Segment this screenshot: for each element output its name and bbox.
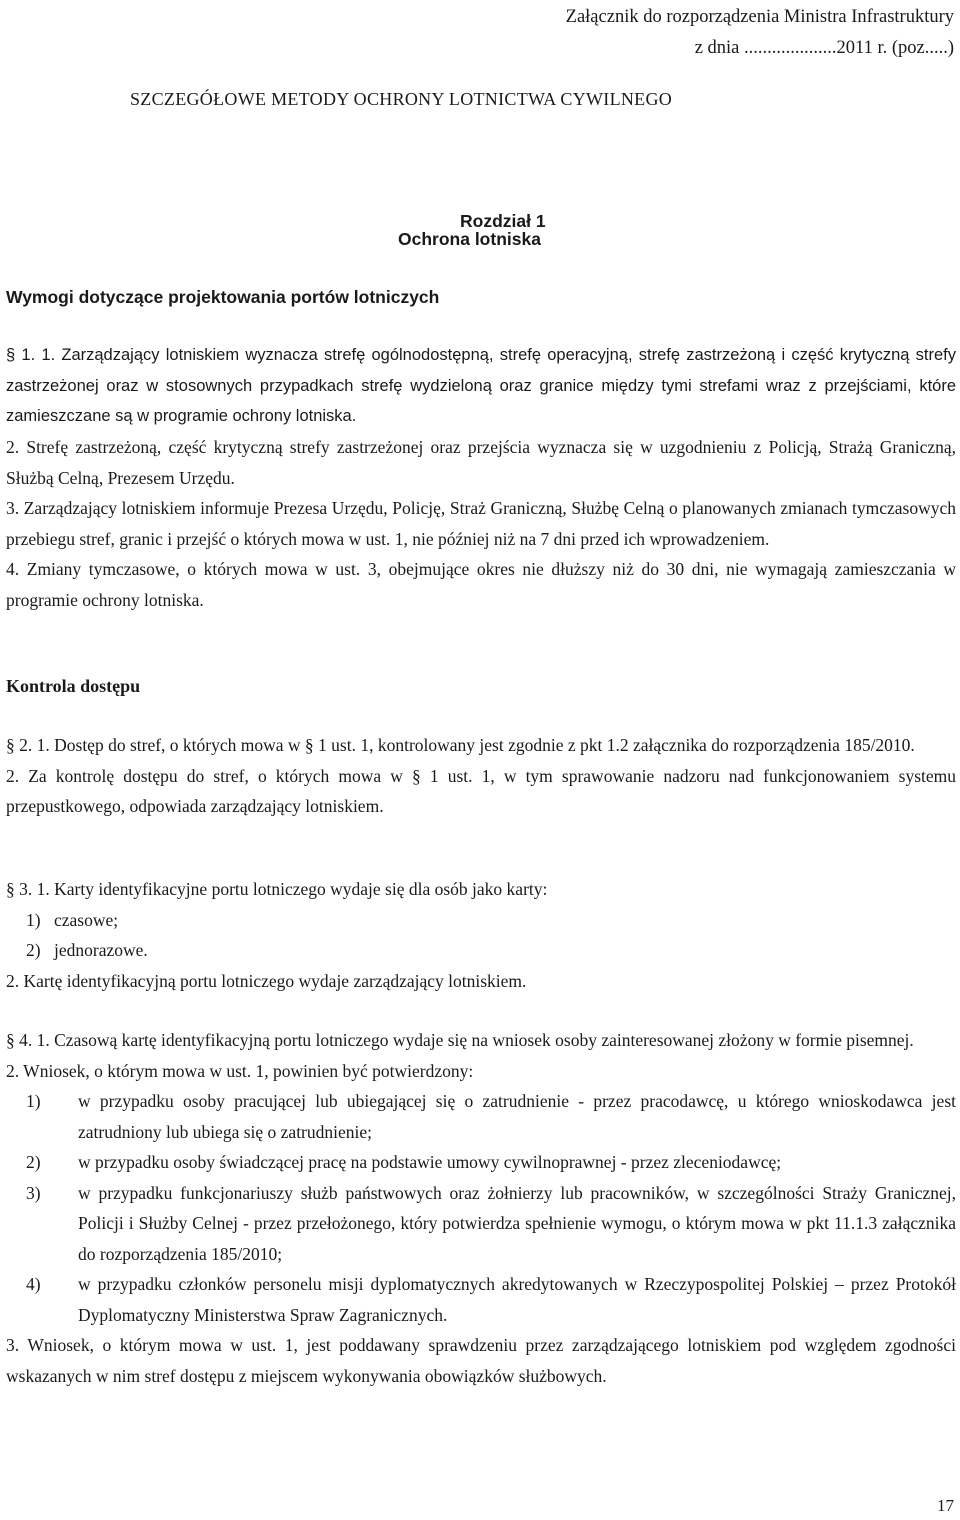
paragraph-2-1: § 2. 1. Dostęp do stref, o których mowa w § 1 ust. 1, kontrolowany jest zgodnie z pkt 1.2 załącznika do rozporządzenia 185/2010. (6, 735, 915, 755)
list-item (6, 1269, 956, 1330)
list-item (6, 1147, 956, 1178)
card-types-list (6, 905, 956, 966)
section-3 (6, 874, 956, 996)
list-item-number: 1) (26, 909, 41, 930)
list-item-text: czasowe; (54, 909, 119, 930)
section-heading-design: Wymogi dotyczące projektowania portów lotniczych (6, 287, 440, 307)
list-item-number: 4) (26, 1274, 41, 1294)
section-4 (6, 1025, 956, 1391)
paragraph-1-4: 4. Zmiany tymczasowe, o których mowa w ust. 3, obejmujące okres nie dłuższy niż do 30 dni, nie wymagają zamieszczania w programie ochrony lotniska. (6, 559, 956, 610)
paragraph-1-1 (6, 340, 956, 432)
list-item-text: w przypadku osoby świadczącej pracę na podstawie umowy cywilnoprawnej - przez zleceniodawcę; (78, 1152, 782, 1172)
paragraph-1-3: 3. Zarządzający lotniskiem informuje Prezesa Urzędu, Policję, Straż Graniczną, Służbę Celną o planowanych zmianach tymczasowych przebiegu stref, granic i przejść o których mowa w ust. 1, nie później niż na 7 dni przed ich wprowadzeniem. (6, 498, 956, 549)
annex-line-2: z dnia ....................2011 r. (poz.....) (694, 38, 954, 58)
list-item-number: 3) (26, 1182, 41, 1203)
list-item (6, 1178, 956, 1270)
section-1-points (6, 432, 956, 615)
list-item-text: w przypadku członków personelu misji dyplomatycznych akredytowanych w Rzeczypospolitej Polskiej – przez Protokół Dyplomatyczny Ministerstwa Spraw Zagranicznych. (78, 1274, 956, 1325)
paragraph-4-2: 2. Wniosek, o którym mowa w ust. 1, powinien być potwierdzony: (6, 1060, 474, 1081)
paragraph-3-1: § 3. 1. Karty identyfikacyjne portu lotniczego wydaje się dla osób jako karty: (6, 879, 548, 899)
chapter-number: Rozdział 1 (460, 211, 546, 231)
paragraph-4-3: 3. Wniosek, o którym mowa w ust. 1, jest poddawany sprawdzeniu przez zarządzającego lotniskiem pod względem zgodności wskazanych w nim stref dostępu z miejscem wykonywania obowiązków służbowych. (6, 1335, 956, 1386)
section-heading-access-control: Kontrola dostępu (6, 676, 141, 696)
chapter-name: Ochrona lotniska (398, 229, 541, 249)
annex-line-1: Załącznik do rozporządzenia Ministra Infrastruktury (565, 7, 954, 27)
list-item (6, 905, 956, 936)
paragraph-4-1: § 4. 1. Czasową kartę identyfikacyjną portu lotniczego wydaje się na wniosek osoby zainteresowanej złożony w formie pisemnej. (6, 1030, 914, 1050)
document-title: SZCZEGÓŁOWE METODY OCHRONY LOTNICTWA CYWILNEGO (130, 89, 673, 109)
list-item (6, 1086, 956, 1147)
list-item-number: 2) (26, 1152, 41, 1172)
section-2 (6, 730, 956, 822)
page-number: 17 (937, 1496, 954, 1515)
paragraph-3-2: 2. Kartę identyfikacyjną portu lotniczego wydaje zarządzający lotniskiem. (6, 970, 527, 991)
list-item-text: jednorazowe. (54, 940, 148, 960)
list-item-text: w przypadku osoby pracującej lub ubiegającej się o zatrudnienie - przez pracodawcę, u którego wnioskodawca jest zatrudniony lub ubiega się o zatrudnienie; (78, 1091, 956, 1142)
paragraph-2-2: 2. Za kontrolę dostępu do stref, o których mowa w § 1 ust. 1, w tym sprawowanie nadzoru nad funkcjonowaniem systemu przepustkowego, odpowiada zarządzający lotniskiem. (6, 765, 956, 816)
list-item (6, 935, 956, 966)
confirmation-list (6, 1086, 956, 1330)
annex-header (566, 2, 954, 64)
paragraph-text: § 1. 1. Zarządzający lotniskiem wyznacza strefę ogólnodostępną, strefę operacyjną, strefę zastrzeżoną i część krytyczną strefy zastrzeżonej oraz w stosownych przypadkach strefę wydzieloną oraz granice między tymi strefami wraz z przejściami, które zamieszczane są w programie ochrony lotniska. (6, 346, 956, 425)
list-item-number: 1) (26, 1091, 41, 1111)
list-item-number: 2) (26, 940, 41, 960)
paragraph-1-2: 2. Strefę zastrzeżoną, część krytyczną strefy zastrzeżonej oraz przejścia wyznacza się w uzgodnieniu z Policją, Strażą Graniczną, Służbą Celną, Prezesem Urzędu. (6, 437, 956, 488)
list-item-text: w przypadku funkcjonariuszy służb państwowych oraz żołnierzy lub pracowników, w szczególności Straży Granicznej, Policji i Służby Celnej - przez przełożonego, który potwierdza spełnienie wymogu, o którym mowa w pkt 11.1.3 załącznika do rozporządzenia 185/2010; (78, 1182, 956, 1264)
